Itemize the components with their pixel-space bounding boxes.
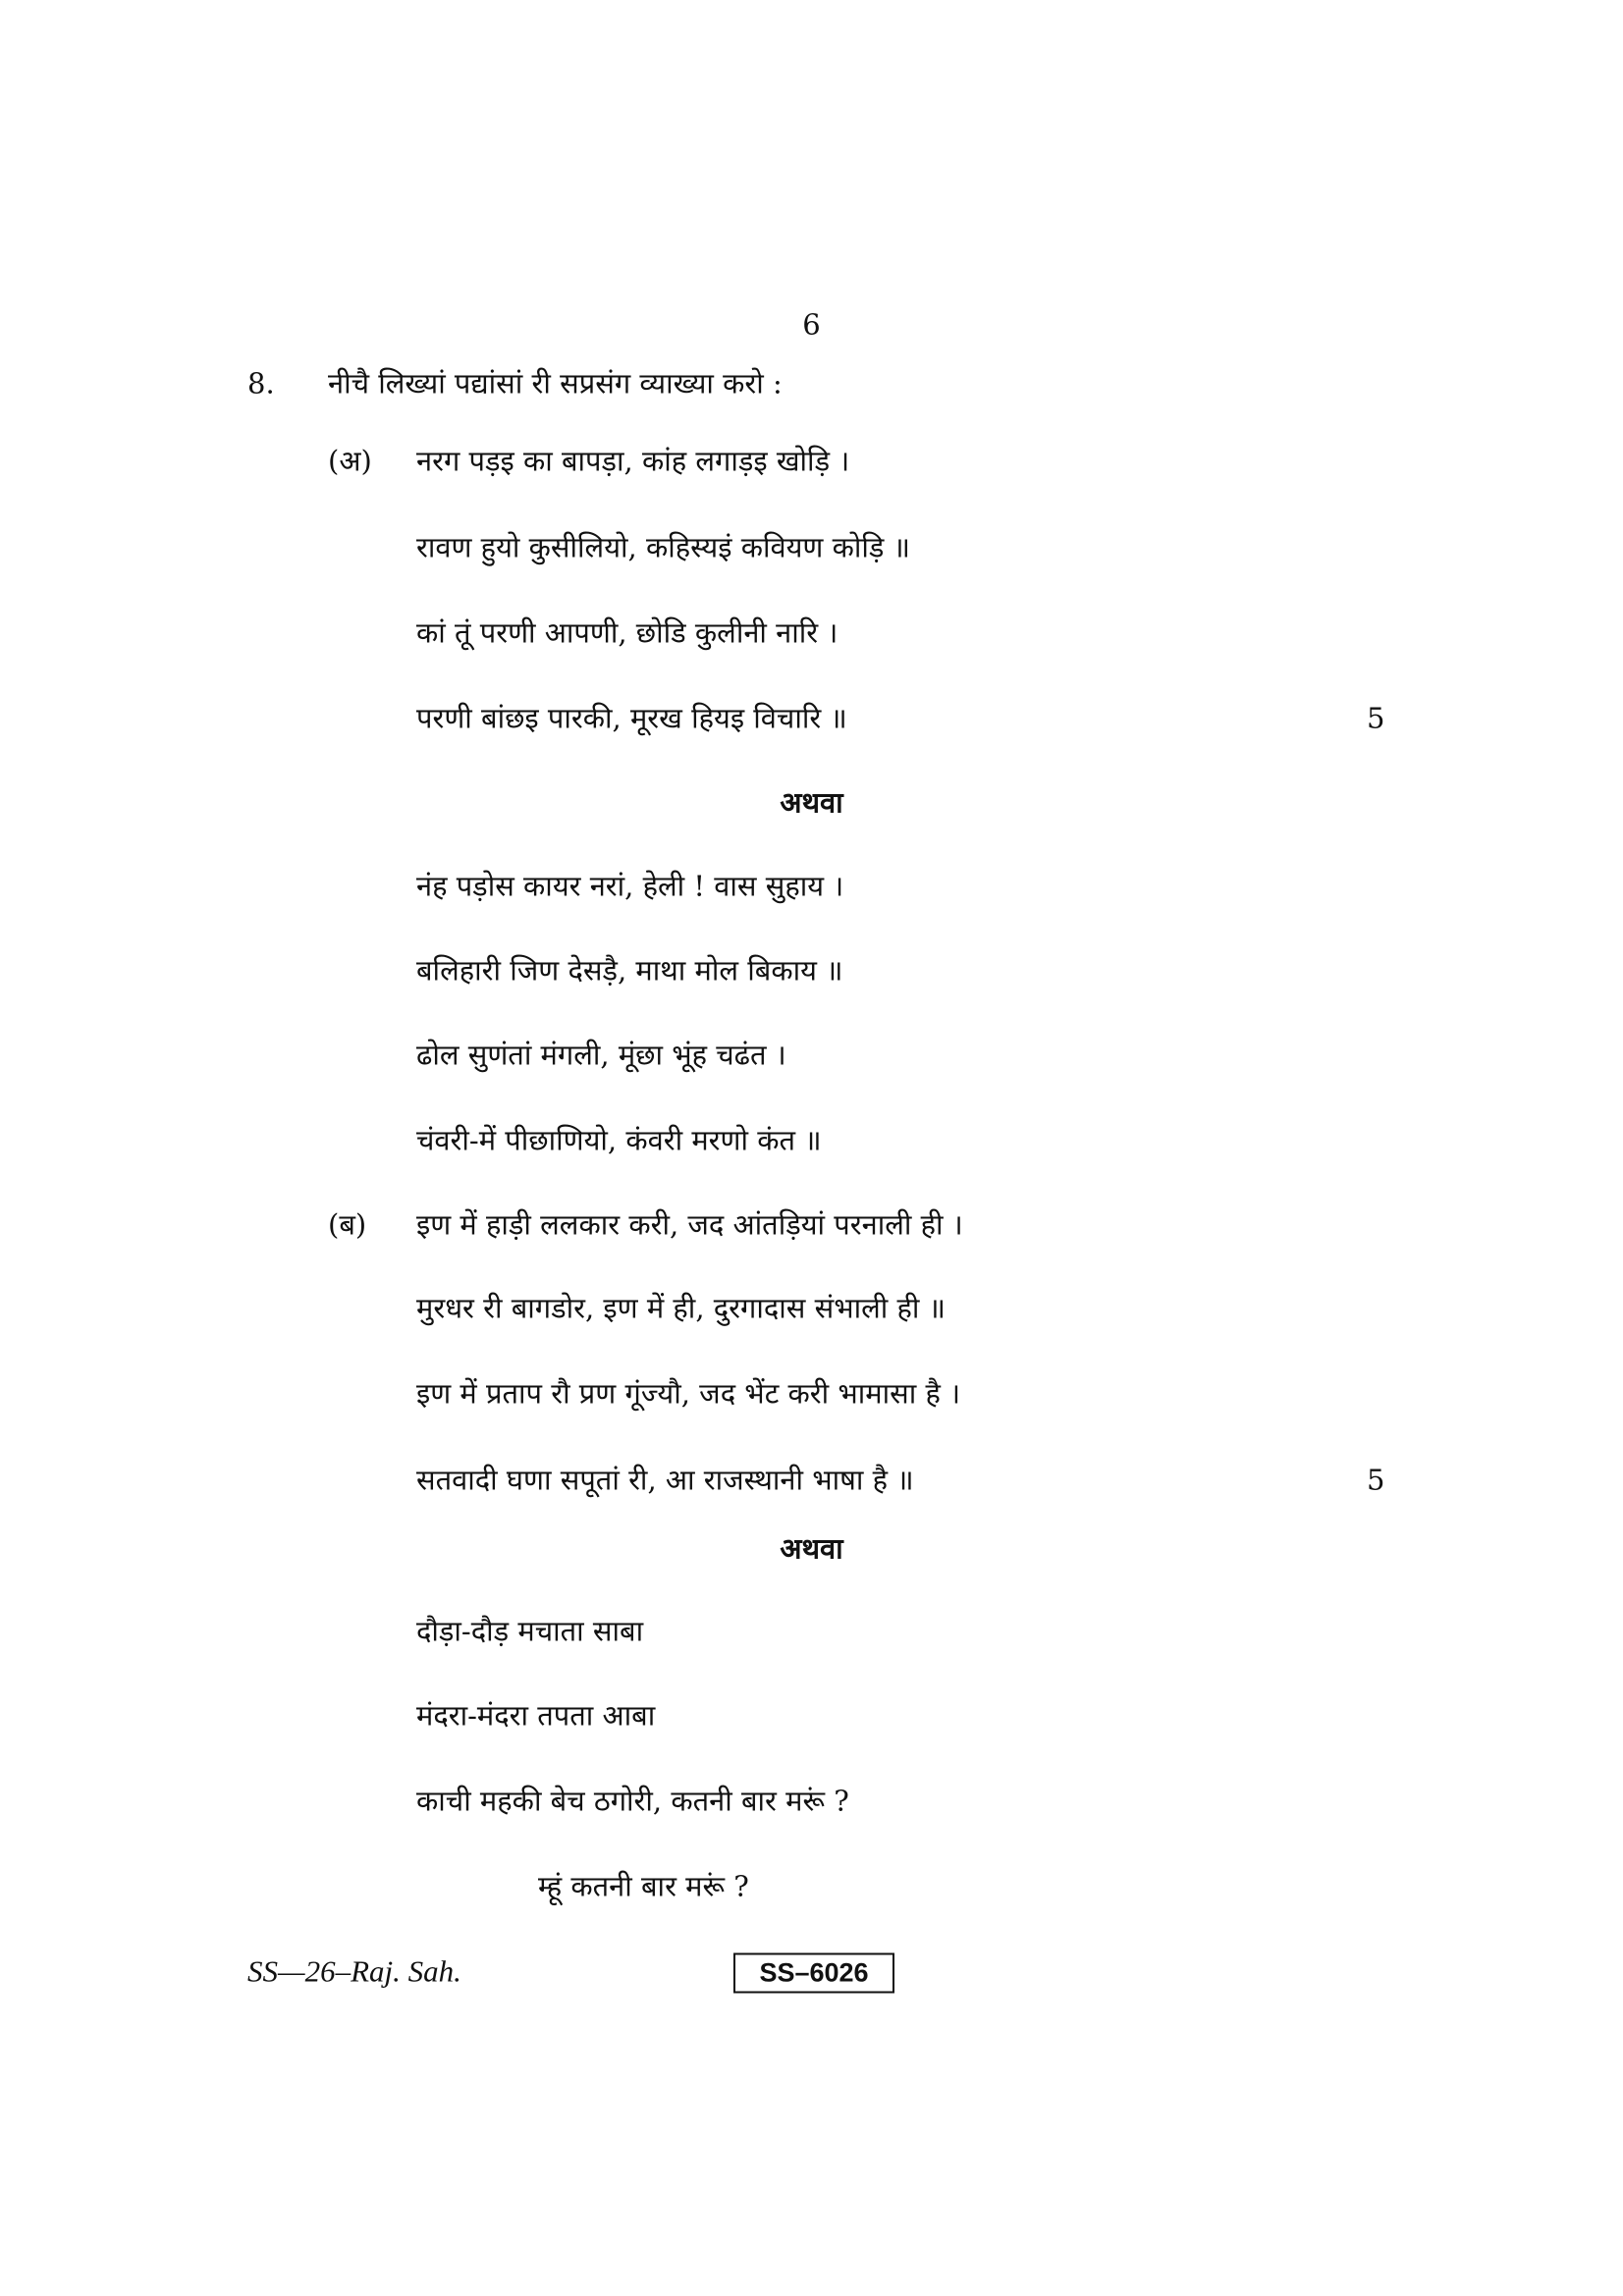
verse-line: नरग पड़इ का बापड़ा, कांह लगाड़इ खोड़ि । <box>416 444 850 478</box>
verse-line: मुरधर री बागडोर, इण में ही, दुरगादास संभाली ही ॥ <box>416 1291 946 1325</box>
verse-line: इण में प्रताप रौ प्रण गूंज्यौ, जद भेंट करी भामासा है । <box>416 1376 961 1411</box>
marks: 5 <box>1367 1463 1385 1497</box>
question-text: नीचै लिख्यां पद्यांसां री सप्रसंग व्याख्या करो : <box>328 366 783 400</box>
question-number: 8. <box>247 366 275 400</box>
verse-line: रावण हुयो कुसीलियो, कहिस्यइं कवियण कोड़ि ॥ <box>416 530 911 564</box>
or-heading: अथवा <box>780 1531 843 1566</box>
verse-line: ढोल सुणंतां मंगली, मूंछा भूंह चढंत । <box>416 1038 786 1072</box>
footer-paper-code: SS–6026 <box>733 1953 894 1994</box>
verse-line: बलिहारी जिण देसड़ै, माथा मोल बिकाय ॥ <box>416 953 843 988</box>
part-a-label: (अ) <box>328 444 372 478</box>
part-b-label: (ब) <box>328 1207 367 1242</box>
verse-line: कां तूं परणी आपणी, छोडि कुलीनी नारि । <box>416 615 839 650</box>
verse-line: मंदरा-मंदरा तपता आबा <box>416 1698 656 1733</box>
page-number: 6 <box>802 307 821 342</box>
verse-line: दौड़ा-दौड़ मचाता साबा <box>416 1614 644 1648</box>
verse-line: नंह पड़ोस कायर नरां, हेली ! वास सुहाय । <box>416 869 844 903</box>
marks: 5 <box>1367 701 1385 735</box>
verse-line: इण में हाड़ी ललकार करी, जद आंतड़ियां परनाली ही । <box>416 1207 963 1242</box>
verse-line: चंवरी-में पीछाणियो, कंवरी मरणो कंत ॥ <box>416 1123 822 1157</box>
verse-line: परणी बांछइ पारकी, मूरख हियइ विचारि ॥ <box>416 701 847 735</box>
or-heading: अथवा <box>780 785 843 820</box>
verse-line: म्हूं कतनी बार मरूं ? <box>538 1869 749 1903</box>
verse-line: काची महकी बेच ठगोरी, कतनी बार मरूं ? <box>416 1784 849 1818</box>
verse-line: सतवादी घणा सपूतां री, आ राजस्थानी भाषा है ॥ <box>416 1463 914 1497</box>
footer-subject: SS—26–Raj. Sah. <box>247 1953 461 1989</box>
